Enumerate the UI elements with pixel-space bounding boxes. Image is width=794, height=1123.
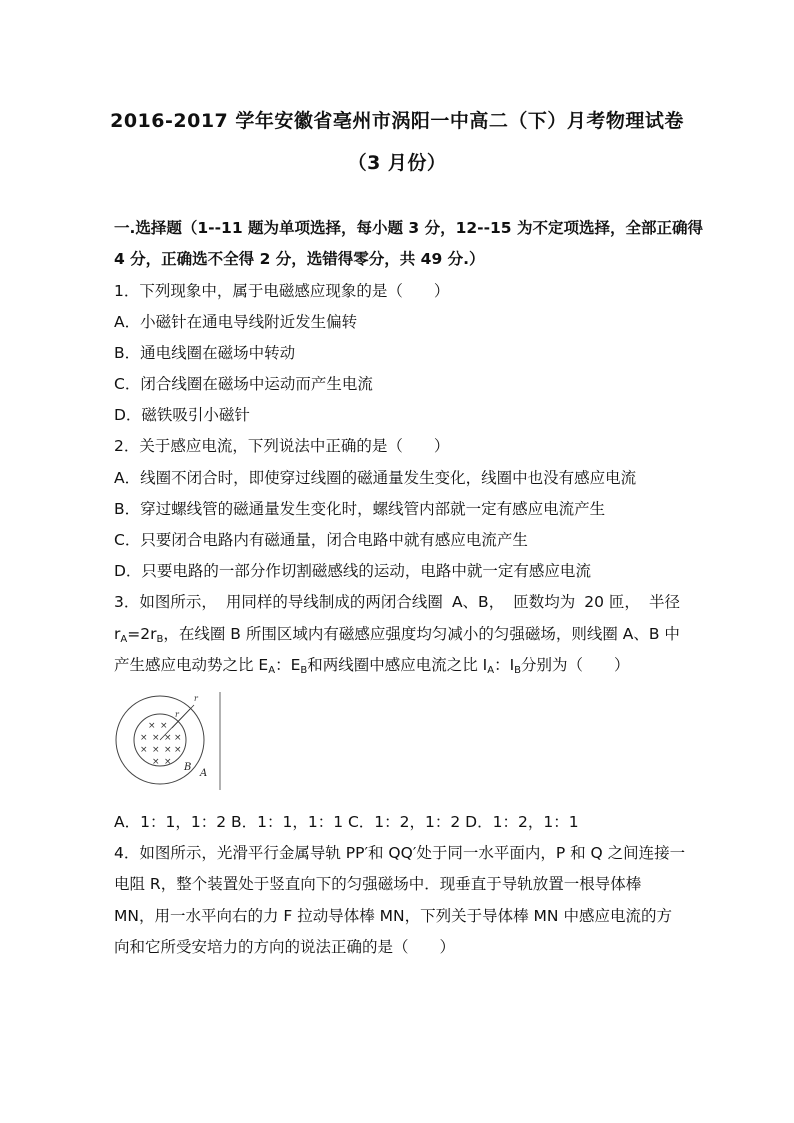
q3-sub: A [120,634,128,645]
radius-b-label: r [175,710,179,719]
q4-stem-line2: 电阻 R，整个装置处于竖直向下的匀强磁场中．现垂直于导轨放置一根导体棒 [114,875,642,893]
q3-stem-seg: 匝数均为 [513,593,576,611]
field-cross: × [164,733,172,743]
q3-stem-line1 [114,590,680,612]
q1-option-d: D．磁铁吸引小磁针 [114,406,250,424]
q3-sub: B [514,665,522,676]
q3-text: ：I [494,656,515,674]
field-cross: × [152,757,160,767]
section-heading-cont: 4 分，正确选不全得 2 分，选错得零分，共 49 分.） [114,250,485,268]
coil-a-label: A [200,768,208,779]
q3-sub: B [156,634,164,645]
field-cross: × [140,745,148,755]
q3-stem-line2 [114,622,680,645]
q3-stem-seg: 20 匝， [584,593,640,611]
q3-text: ，在线圈 B 所围区域内有磁感应强度均匀减小的匀强磁场，则线圈 A、B 中 [163,625,680,643]
field-cross: × [140,733,148,743]
q3-sub: A [268,665,276,676]
q3-text: =2r [127,625,157,643]
field-crosses [140,721,182,767]
q3-text: 产生感应电动势之比 E [114,656,269,674]
q1-option-c: C．闭合线圈在磁场中运动而产生电流 [114,375,373,393]
q2-option-a: A．线圈不闭合时，即使穿过线圈的磁通量发生变化，线圈中也没有感应电流 [114,469,637,487]
exam-subtitle: （3 月份） [347,152,447,174]
q2-option-d: D．只要电路的一部分作切割磁感线的运动，电路中就一定有感应电流 [114,562,591,580]
field-cross: × [174,745,182,755]
q3-text: 分别为（ ） [521,656,630,674]
q1-stem: 1．下列现象中，属于电磁感应现象的是（ ） [114,282,450,300]
q3-coil-figure [112,688,224,792]
q3-text: ：E [275,656,301,674]
field-cross: × [164,757,172,767]
field-cross: × [174,733,182,743]
q1-option-b: B．通电线圈在磁场中转动 [114,344,296,362]
q3-sub: B [300,665,308,676]
q2-stem: 2．关于感应电流，下列说法中正确的是（ ） [114,437,450,455]
q3-text: r [114,625,121,643]
exam-title: 2016-2017 学年安徽省亳州市涡阳一中高二（下）月考物理试卷 [110,110,684,132]
field-cross: × [152,745,160,755]
radius-a-label: r [194,694,198,703]
q3-stem-seg: 半径 [648,593,680,611]
q3-sub: A [487,665,495,676]
q3-stem-line3 [114,653,630,676]
field-cross: × [160,721,168,731]
q4-stem-line4: 向和它所受安培力的方向的说法正确的是（ ） [114,938,456,956]
q1-option-a: A．小磁针在通电导线附近发生偏转 [114,313,358,331]
field-cross: × [164,745,172,755]
q2-option-b: B．穿过螺线管的磁通量发生变化时，螺线管内部就一定有感应电流产生 [114,500,606,518]
q4-stem-line3: MN，用一水平向右的力 F 拉动导体棒 MN，下列关于导体棒 MN 中感应电流的方 [114,907,672,925]
section-heading: 一.选择题（1--11 题为单项选择，每小题 3 分，12--15 为不定项选择，全部正确得 [114,219,703,237]
q3-text: 和两线圈中感应电流之比 I [307,656,488,674]
q3-stem-seg: 用同样的导线制成的两闭合线圈 [225,593,443,611]
field-cross: × [148,721,156,731]
q2-option-c: C．只要闭合电路内有磁通量，闭合电路中就有感应电流产生 [114,531,528,549]
coil-b-label: B [184,762,192,773]
field-cross: × [152,733,160,743]
q4-stem-line1: 4．如图所示，光滑平行金属导轨 PP′和 QQ′处于同一水平面内，P 和 Q 之间连接一 [114,844,686,862]
q3-options: A．1：1，1：2 B．1：1，1：1 C．1：2，1：2 D．1：2，1：1 [114,813,579,831]
q3-stem-seg: 3．如图所示， [114,593,217,611]
q3-stem-seg: A、B， [451,593,505,611]
